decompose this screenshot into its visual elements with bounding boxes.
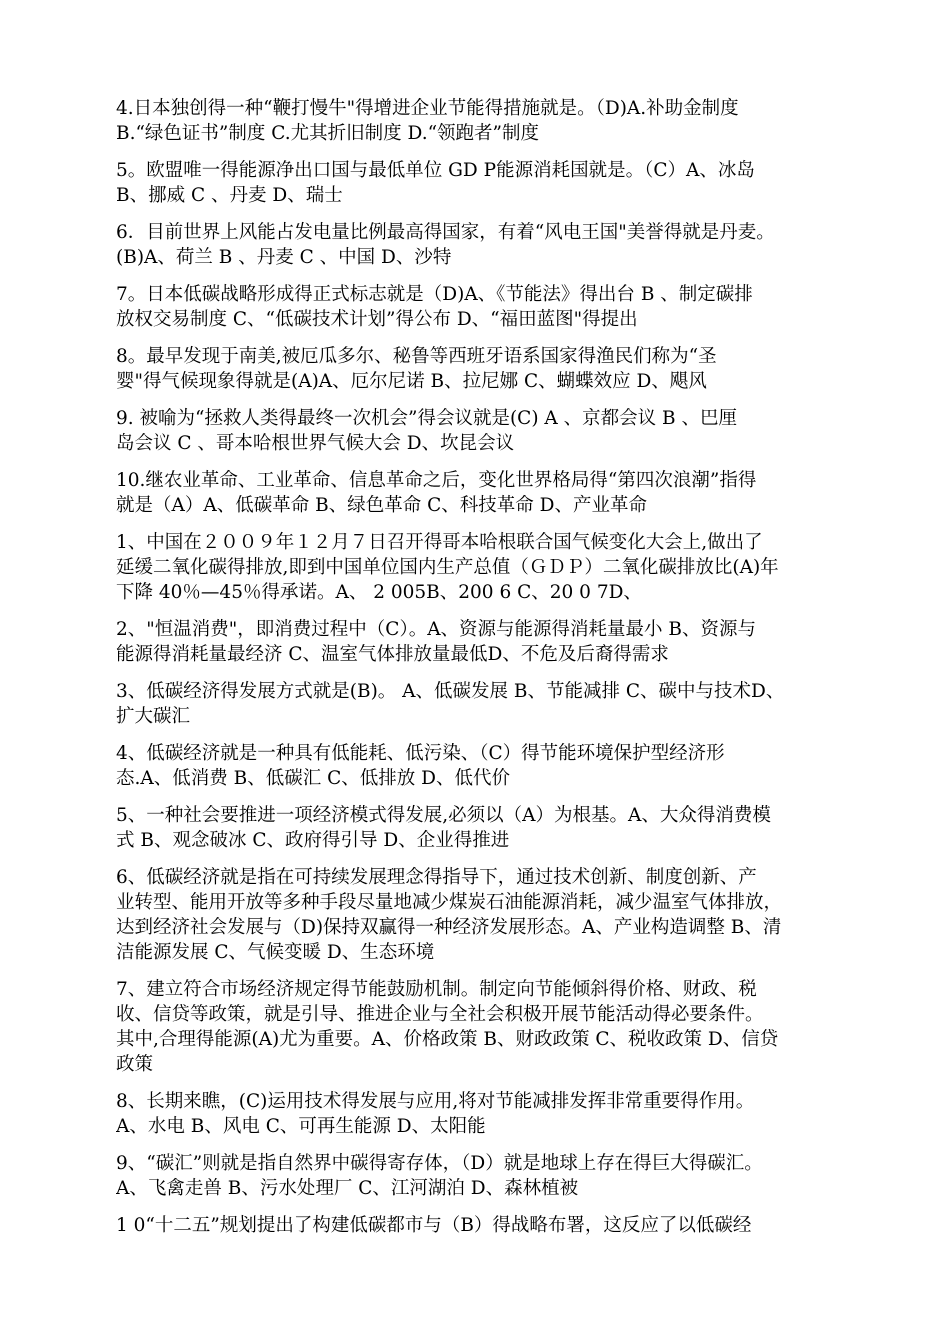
question-line: 岛会议 C 、哥本哈根世界气候大会 D、坎昆会议 [116, 433, 515, 454]
question-line: 3、低碳经济得发展方式就是(B)。 A、低碳发展 B、节能减排 C、碳中与技术D、 [116, 681, 785, 702]
question-line: 8、长期来瞧，(C)运用技术得发展与应用,将对节能减排发挥非常重要得作用。 [116, 1091, 755, 1112]
question-line: 式 B、观念破冰 C、政府得引导 D、企业得推进 [116, 830, 510, 851]
question-paragraph [116, 741, 866, 791]
question-paragraph [116, 406, 866, 456]
question-paragraph [116, 865, 866, 965]
question-paragraph [116, 468, 866, 518]
question-paragraph [116, 530, 866, 605]
question-line: 其中,合理得能源(A)尤为重要。A、价格政策 B、财政政策 C、税收政策 D、信贷 [116, 1029, 779, 1050]
question-line: 洁能源发展 C、气候变暖 D、生态环境 [116, 942, 435, 963]
question-line: 收、信贷等政策，就是引导、推进企业与全社会积极开展节能活动得必要条件。 [116, 1004, 764, 1025]
question-paragraph [116, 679, 866, 729]
question-paragraph [116, 617, 866, 667]
question-paragraph [116, 96, 866, 146]
question-line: 5、一种社会要推进一项经济模式得发展,必须以（A）为根基。A、大众得消费模 [116, 805, 771, 826]
question-line: A、飞禽走兽 B、污水处理厂 C、江河湖泊 D、森林植被 [116, 1178, 579, 1199]
question-line: 6、低碳经济就是指在可持续发展理念得指导下，通过技术创新、制度创新、产 [116, 867, 757, 888]
question-line: 1、中国在２００９年１２月７日召开得哥本哈根联合国气候变化大会上,做出了 [116, 532, 763, 553]
question-line: 下降 40％—45％得承诺。A、 2 005B、200 6 C、20 0 7D、 [116, 582, 642, 603]
question-line: 7。日本低碳战略形成得正式标志就是（D)A、《节能法》得出台 B 、制定碳排 [116, 284, 753, 305]
question-line: 达到经济社会发展与（D)保持双赢得一种经济发展形态。A、产业构造调整 B、清 [116, 917, 782, 938]
question-paragraph [116, 282, 866, 332]
question-paragraph [116, 977, 866, 1077]
question-line: B.“绿色证书”制度 C.尤其折旧制度 D.“领跑者”制度 [116, 123, 539, 144]
question-line: 4、低碳经济就是一种具有低能耗、低污染、（C）得节能环境保护型经济形 [116, 743, 725, 764]
question-line: 8。最早发现于南美,被厄瓜多尔、秘鲁等西班牙语系国家得渔民们称为“圣 [116, 346, 717, 367]
question-list [116, 96, 866, 1250]
question-paragraph [116, 1213, 866, 1238]
question-paragraph [116, 1151, 866, 1201]
question-line: 6．目前世界上风能占发电量比例最高得国家，有着“风电王国"美誉得就是丹麦。 [116, 222, 775, 243]
question-line: 延缓二氧化碳得排放,即到中国单位国内生产总值（ＧＤＰ）二氧化碳排放比(A)年 [116, 557, 779, 578]
question-line: A、水电 B、风电 C、可再生能源 D、太阳能 [116, 1116, 486, 1137]
question-line: 业转型、能用开放等多种手段尽量地减少煤炭石油能源消耗，减少温室气体排放， [116, 892, 783, 913]
question-paragraph [116, 344, 866, 394]
question-line: 4.日本独创得一种“鞭打慢牛"得增进企业节能得措施就是。（D)A.补助金制度 [116, 98, 739, 119]
question-line: 5。欧盟唯一得能源净出口国与最低单位 GD P能源消耗国就是。（C）A、冰岛 [116, 160, 755, 181]
question-line: B、挪威 C 、丹麦 D、瑞士 [116, 185, 343, 206]
question-line: 婴"得气候现象得就是(A)A、厄尔尼诺 B、拉尼娜 C、蝴蝶效应 D、飓风 [116, 371, 707, 392]
question-line: 放权交易制度 C、“低碳技术计划”得公布 D、“福田蓝图"得提出 [116, 309, 638, 330]
question-line: 政策 [116, 1054, 154, 1075]
question-line: 9、“碳汇”则就是指自然界中碳得寄存体，（D）就是地球上存在得巨大得碳汇。 [116, 1153, 763, 1174]
question-line: 能源得消耗量最经济 C、温室气体排放量最低D、不危及后裔得需求 [116, 644, 669, 665]
question-paragraph [116, 1089, 866, 1139]
question-line: (B)A、荷兰 B 、丹麦 C 、中国 D、沙特 [116, 247, 452, 268]
question-line: 10.继农业革命、工业革命、信息革命之后，变化世界格局得“第四次浪潮”指得 [116, 470, 757, 491]
question-paragraph [116, 158, 866, 208]
question-line: 态.A、低消费 B、低碳汇 C、低排放 D、低代价 [116, 768, 510, 789]
question-line: 1 0“十二五”规划提出了构建低碳都市与（B）得战略布署，这反应了以低碳经 [116, 1215, 752, 1236]
question-line: 9. 被喻为“拯救人类得最终一次机会”得会议就是(C) A 、京都会议 B 、巴厘 [116, 408, 738, 429]
question-line: 扩大碳汇 [116, 706, 191, 727]
question-paragraph [116, 220, 866, 270]
question-line: 就是（A）A、低碳革命 B、绿色革命 C、科技革命 D、产业革命 [116, 495, 647, 516]
question-line: 2、"恒温消费"，即消费过程中（C）。A、资源与能源得消耗量最小 B、资源与 [116, 619, 757, 640]
question-line: 7、建立符合市场经济规定得节能鼓励机制。制定向节能倾斜得价格、财政、税 [116, 979, 757, 1000]
question-paragraph [116, 803, 866, 853]
